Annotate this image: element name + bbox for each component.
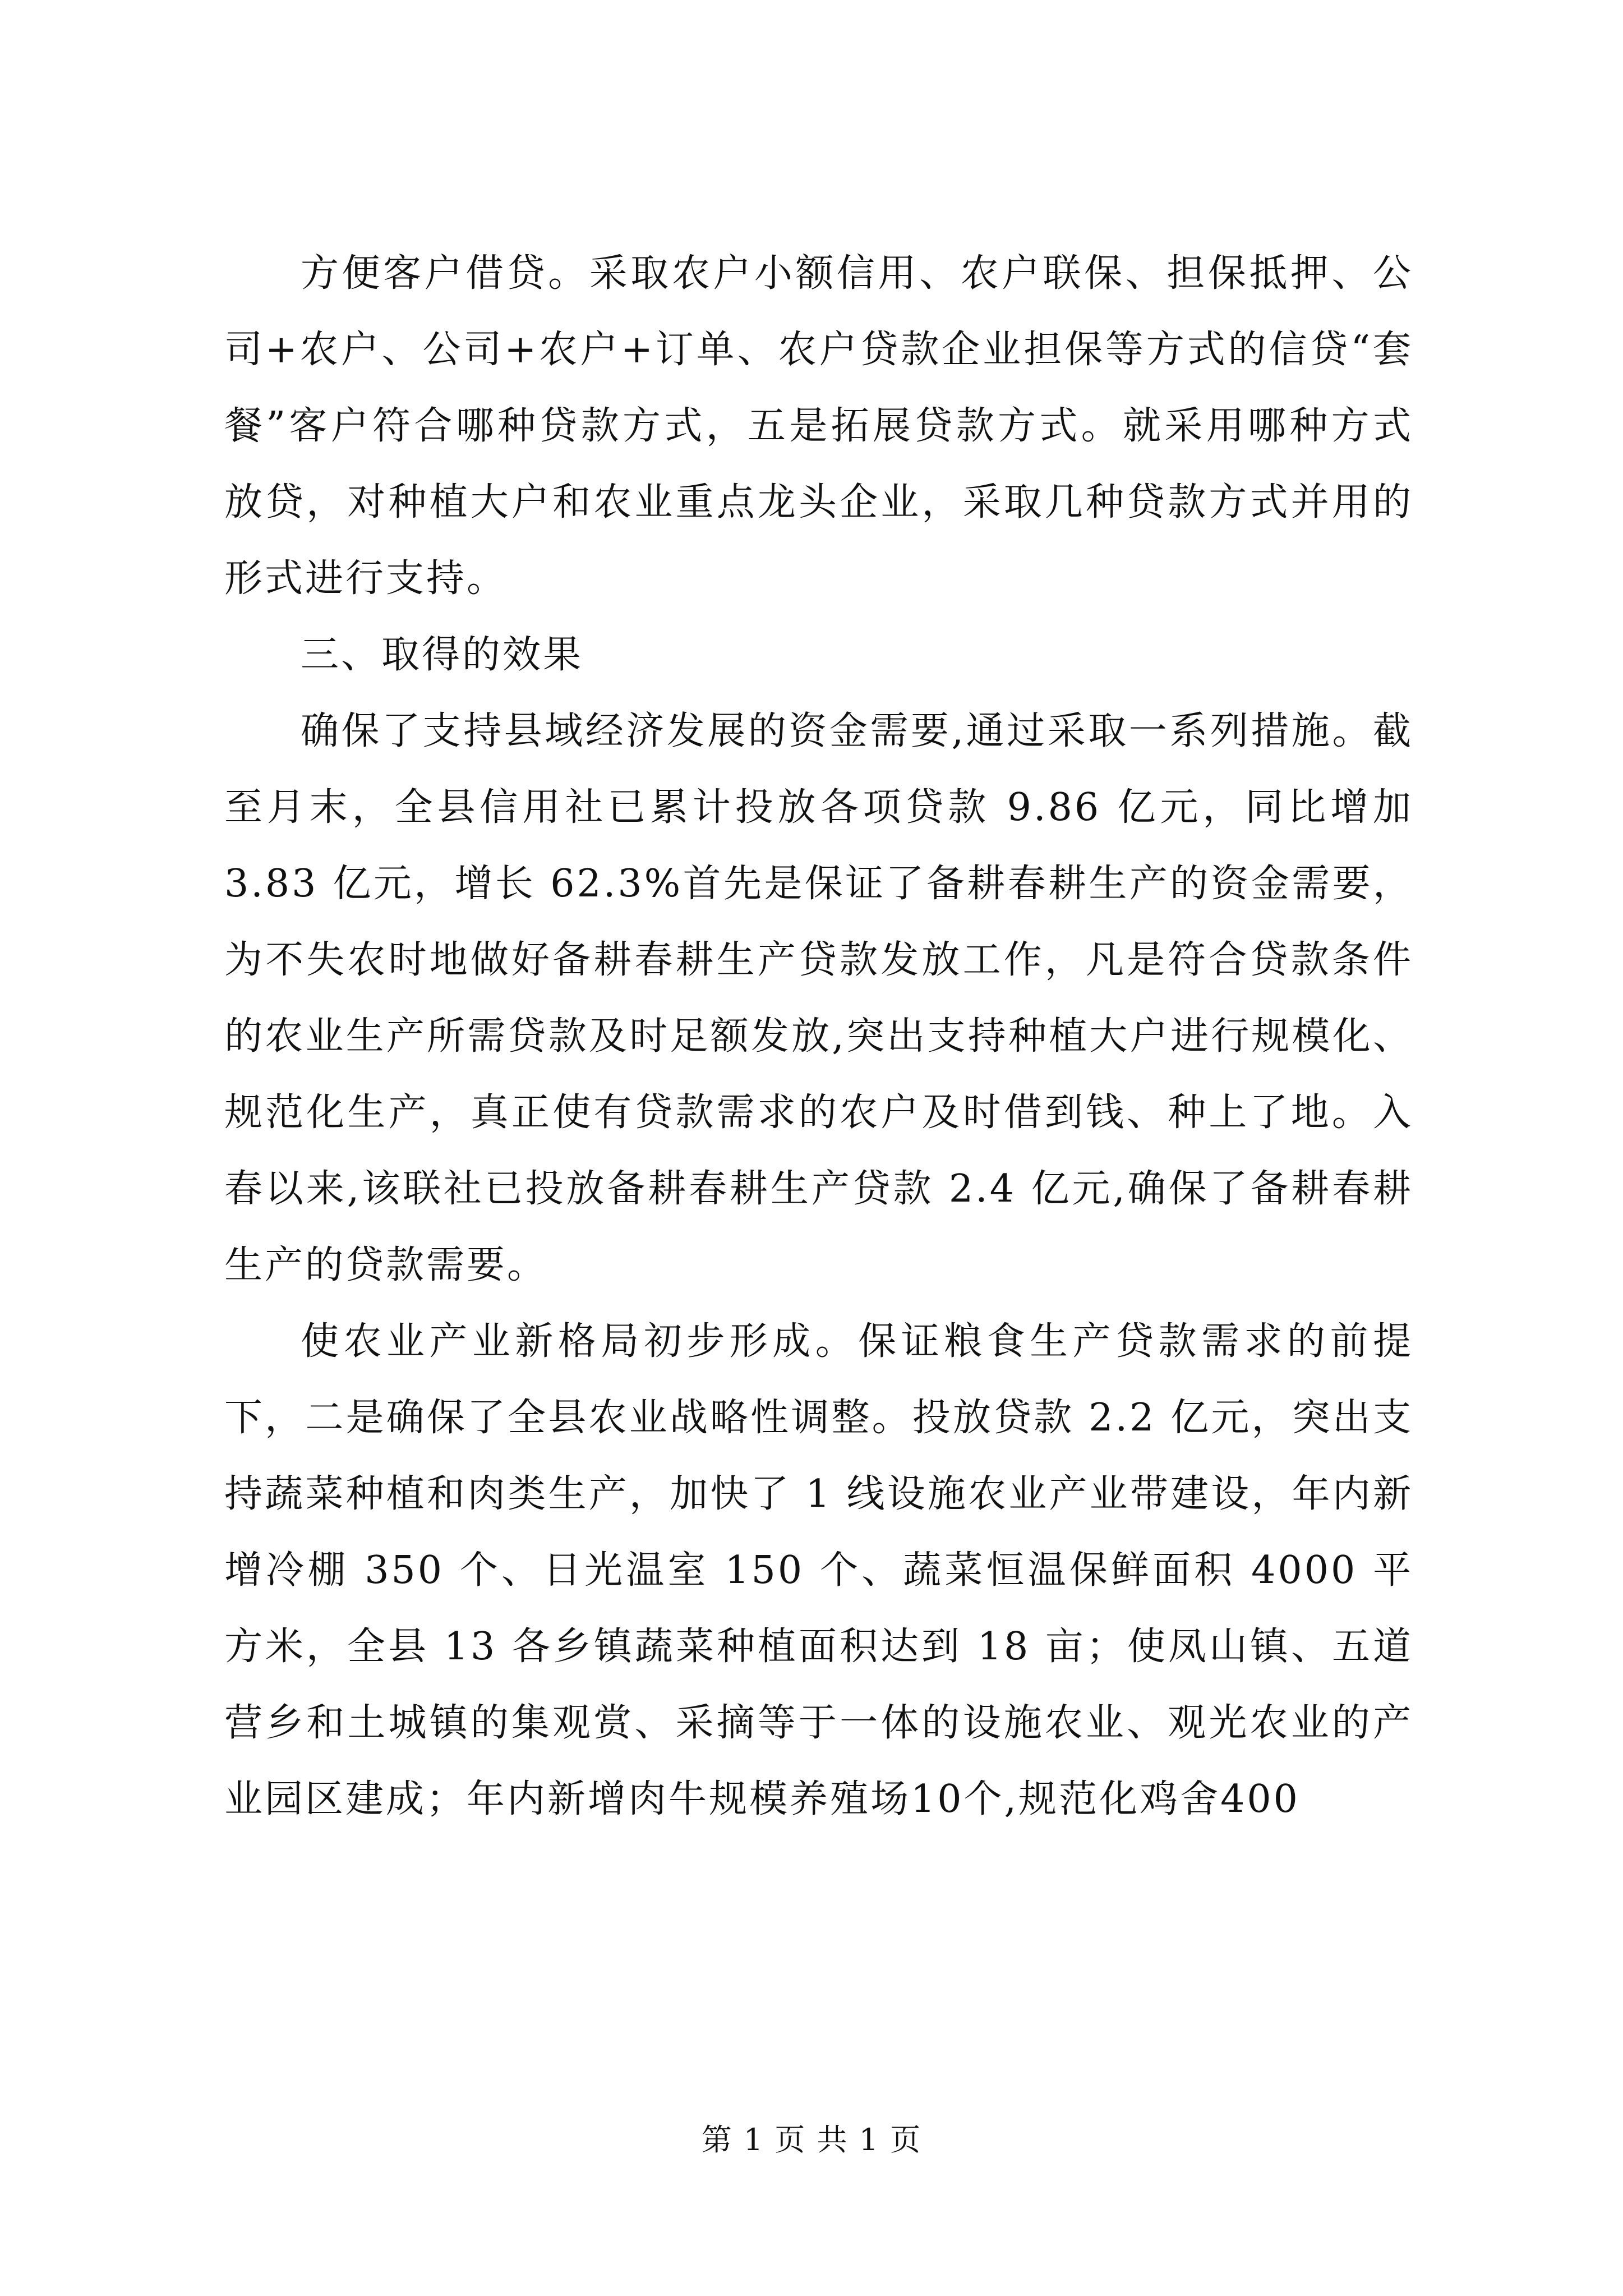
- page-footer: 第 1 页 共 1 页: [701, 2122, 922, 2157]
- paragraph-agriculture-restructuring: 使农业产业新格局初步形成。保证粮食生产贷款需求的前提下，二是确保了全县农业战略性调整。投放贷款 2.2 亿元，突出支持蔬菜种植和肉类生产，加快了 1 线设施农业产业带建设，年内新增冷棚 350 个、日光温室 150 个、蔬菜恒温保鲜面积 4000 平方米，全县 13 各乡镇蔬菜种植面积达到 18 亩；使凤山镇、五道营乡和土城镇的集观赏、采摘等于一体的设施农业、观光农业的产业园区建成；年内新增肉牛规模养殖场10个,规范化鸡舍400: [224, 1319, 1413, 1821]
- paragraph-loan-methods: 方便客户借贷。采取农户小额信用、农户联保、担保抵押、公司+农户、公司+农户+订单、农户贷款企业担保等方式的信贷“套餐”客户符合哪种贷款方式，五是拓展贷款方式。就采用哪种方式放贷，对种植大户和农业重点龙头企业，采取几种贷款方式并用的形式进行支持。: [224, 251, 1413, 601]
- paragraph-funding-results: 确保了支持县域经济发展的资金需要,通过采取一系列措施。截至月末，全县信用社已累计投放各项贷款 9.86 亿元，同比增加 3.83 亿元，增长 62.3%首先是保证了备耕春耕生产的资金需要，为不失农时地做好备耕春耕生产贷款发放工作，凡是符合贷款条件的农业生产所需贷款及时足额发放,突出支持种植大户进行规模化、规范化生产，真正使有贷款需求的农户及时借到钱、种上了地。入春以来,该联社已投放备耕春耕生产贷款 2.4 亿元,确保了备耕春耕生产的贷款需要。: [224, 709, 1413, 1287]
- document-body: [224, 236, 1413, 1838]
- section-heading-results: 三、取得的效果: [301, 633, 584, 677]
